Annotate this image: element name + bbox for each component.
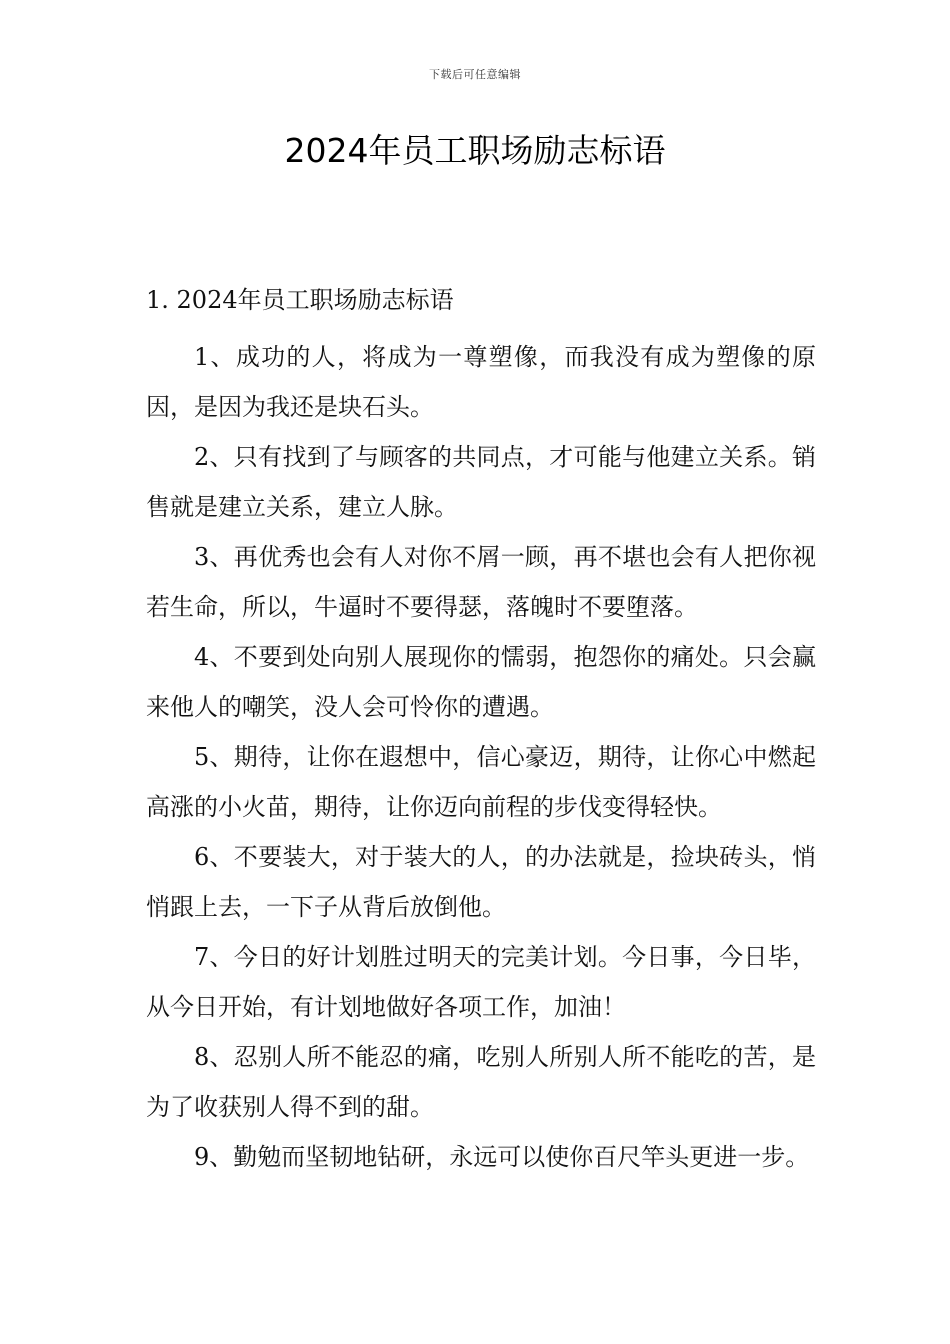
slogan-item-6: 6、不要装大，对于装大的人，的办法就是，捡块砖头，悄悄跟上去，一下子从背后放倒他。: [146, 843, 816, 921]
slogan-item-4: 4、不要到处向别人展现你的懦弱，抱怨你的痛处。只会赢来他人的嘲笑，没人会可怜你的遭遇。: [146, 643, 816, 721]
slogan-item-8: 8、忍别人所不能忍的痛，吃别人所别人所不能吃的苦，是为了收获别人得不到的甜。: [146, 1043, 816, 1121]
slogan-item-3: 3、再优秀也会有人对你不屑一顾，再不堪也会有人把你视若生命，所以，牛逼时不要得瑟，落魄时不要堕落。: [146, 543, 816, 621]
document-body: [146, 282, 816, 1182]
header-note: 下载后可任意编辑: [429, 68, 521, 81]
document-title: 2024年员工职场励志标语: [284, 131, 666, 170]
slogan-item-2: 2、只有找到了与顾客的共同点，才可能与他建立关系。销售就是建立关系，建立人脉。: [146, 443, 816, 521]
section-heading: 1. 2024年员工职场励志标语: [146, 286, 454, 314]
slogan-item-1: 1、成功的人，将成为一尊塑像，而我没有成为塑像的原因，是因为我还是块石头。: [146, 343, 816, 421]
slogan-item-7: 7、今日的好计划胜过明天的完美计划。今日事，今日毕，从今日开始，有计划地做好各项工作，加油！: [146, 943, 816, 1021]
slogan-item-9: 9、勤勉而坚韧地钻研，永远可以使你百尺竿头更进一步。: [194, 1143, 810, 1171]
slogan-item-5: 5、期待，让你在遐想中，信心豪迈，期待，让你心中燃起高涨的小火苗，期待，让你迈向前程的步伐变得轻快。: [146, 743, 816, 821]
